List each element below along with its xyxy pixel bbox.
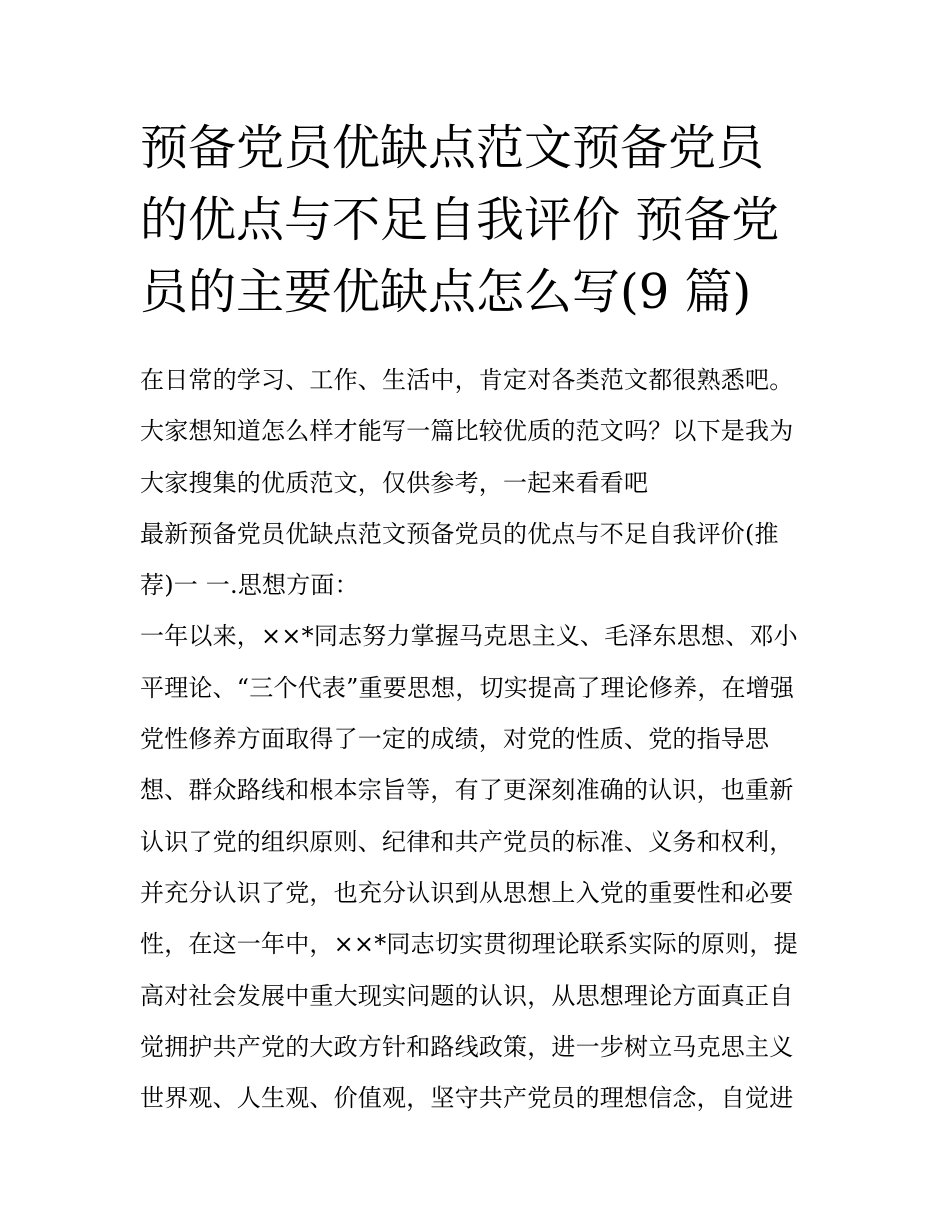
body-line: 高对社会发展中重大现实问题的认识，从思想理论方面真正自 xyxy=(140,981,794,1010)
body-line: 党性修养方面取得了一定的成绩，对党的性质、党的指导思 xyxy=(140,725,770,754)
body-line: 在日常的学习、工作、生活中，肯定对各类范文都很熟悉吧。 xyxy=(140,366,794,394)
body-line: 性，在这一年中，××*同志切实贯彻理论联系实际的原则，提 xyxy=(140,930,798,959)
body-line: 平理论、“三个代表”重要思想，切实提高了理论修养，在增强 xyxy=(140,673,795,702)
document-title xyxy=(140,112,820,328)
body-line: 觉拥护共产党的大政方针和路线政策，进一步树立马克思主义 xyxy=(140,1032,794,1061)
body-line: 一年以来，××*同志努力掌握马克思主义、毛泽东思想、邓小 xyxy=(140,622,798,651)
title-line: 员的主要优缺点怎么写(9 篇) xyxy=(140,264,752,320)
body-line: 最新预备党员优缺点范文预备党员的优点与不足自我评价(推 xyxy=(140,519,779,548)
body-line: 大家想知道怎么样才能写一篇比较优质的范文吗？以下是我为 xyxy=(140,417,794,446)
body-line: 想、群众路线和根本宗旨等，有了更深刻准确的认识，也重新 xyxy=(140,776,794,805)
body-line: 认识了党的组织原则、纪律和共产党员的标准、义务和权利， xyxy=(140,827,794,856)
body-line: 并充分认识了党，也充分认识到从思想上入党的重要性和必要 xyxy=(140,878,794,907)
title-line: 的优点与不足自我评价 预备党 xyxy=(140,192,780,248)
body-line: 大家搜集的优质范文，仅供参考，一起来看看吧 xyxy=(140,468,649,497)
title-line: 预备党员优缺点范文预备党员 xyxy=(140,120,765,176)
document-body xyxy=(140,355,820,1124)
body-line: 世界观、人生观、价值观，坚守共产党员的理想信念，自觉进 xyxy=(140,1084,794,1113)
body-line: 荐)一 一.思想方面： xyxy=(140,571,359,600)
